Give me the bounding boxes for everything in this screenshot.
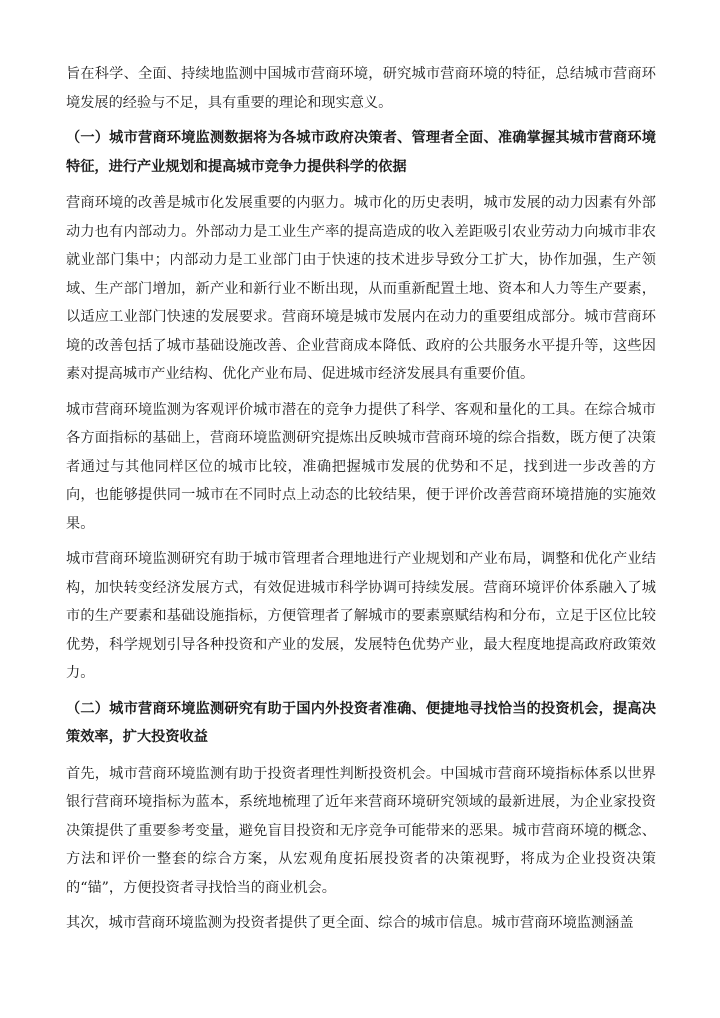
- body-paragraph: 首先，城市营商环境监测有助于投资者理性判断投资机会。中国城市营商环境指标体系以世界银行营商环境指标为蓝本，系统地梳理了近年来营商环境研究领域的最新进展，为企业家投资决策提供了重要参考变量，避免盲目投资和无序竞争可能带来的恶果。城市营商环境的概念、方法和评价一整套的综合方案，从宏观角度拓展投资者的决策视野，将成为企业投资决策的“锚”，方便投资者寻找恰当的商业机会。: [66, 765, 656, 896]
- section-heading-2: （二）城市营商环境监测研究有助于国内外投资者准确、便捷地寻找恰当的投资机会，提高决策效率，扩大投资收益: [66, 700, 656, 745]
- body-paragraph: 其次，城市营商环境监测为投资者提供了更全面、综合的城市信息。城市营商环境监测涵盖: [66, 915, 634, 931]
- body-paragraph: 城市营商环境监测为客观评价城市潜在的竞争力提供了科学、客观和量化的工具。在综合城市各方面指标的基础上，营商环境监测研究提炼出反映城市营商环境的综合指数，既方便了决策者通过与其他同样区位的城市比较，准确把握城市发展的优势和不足，找到进一步改善的方向，也能够提供同一城市在不同时点上动态的比较结果，便于评价改善营商环境措施的实施效果。: [66, 401, 656, 532]
- document-page: [66, 60, 656, 945]
- intro-paragraph: 旨在科学、全面、持续地监测中国城市营商环境，研究城市营商环境的特征，总结城市营商环境发展的经验与不足，具有重要的理论和现实意义。: [66, 66, 656, 111]
- body-paragraph: 城市营商环境监测研究有助于城市管理者合理地进行产业规划和产业布局，调整和优化产业结构，加快转变经济发展方式，有效促进城市科学协调可持续发展。营商环境评价体系融入了城市的生产要素和基础设施指标，方便管理者了解城市的要素禀赋结构和分布，立足于区位比较优势，科学规划引导各种投资和产业的发展，发展特色优势产业，最大程度地提高政府政策效力。: [66, 551, 656, 681]
- body-paragraph: 营商环境的改善是城市化发展重要的内驱力。城市化的历史表明，城市发展的动力因素有外部动力也有内部动力。外部动力是工业生产率的提高造成的收入差距吸引农业劳动力向城市非农就业部门集中；内部动力是工业部门由于快速的技术进步导致分工扩大，协作加强，生产领域、生产部门增加，新产业和新行业不断出现，从而重新配置土地、资本和人力等生产要素，以适应工业部门快速的发展要求。营商环境是城市发展内在动力的重要组成部分。城市营商环境的改善包括了城市基础设施改善、企业营商成本降低、政府的公共服务水平提升等，这些因素对提高城市产业结构、优化产业布局、促进城市经济发展具有重要价值。: [66, 195, 656, 382]
- section-heading-1: （一）城市营商环境监测数据将为各城市政府决策者、管理者全面、准确掌握其城市营商环境特征，进行产业规划和提高城市竞争力提供科学的依据: [66, 130, 656, 175]
